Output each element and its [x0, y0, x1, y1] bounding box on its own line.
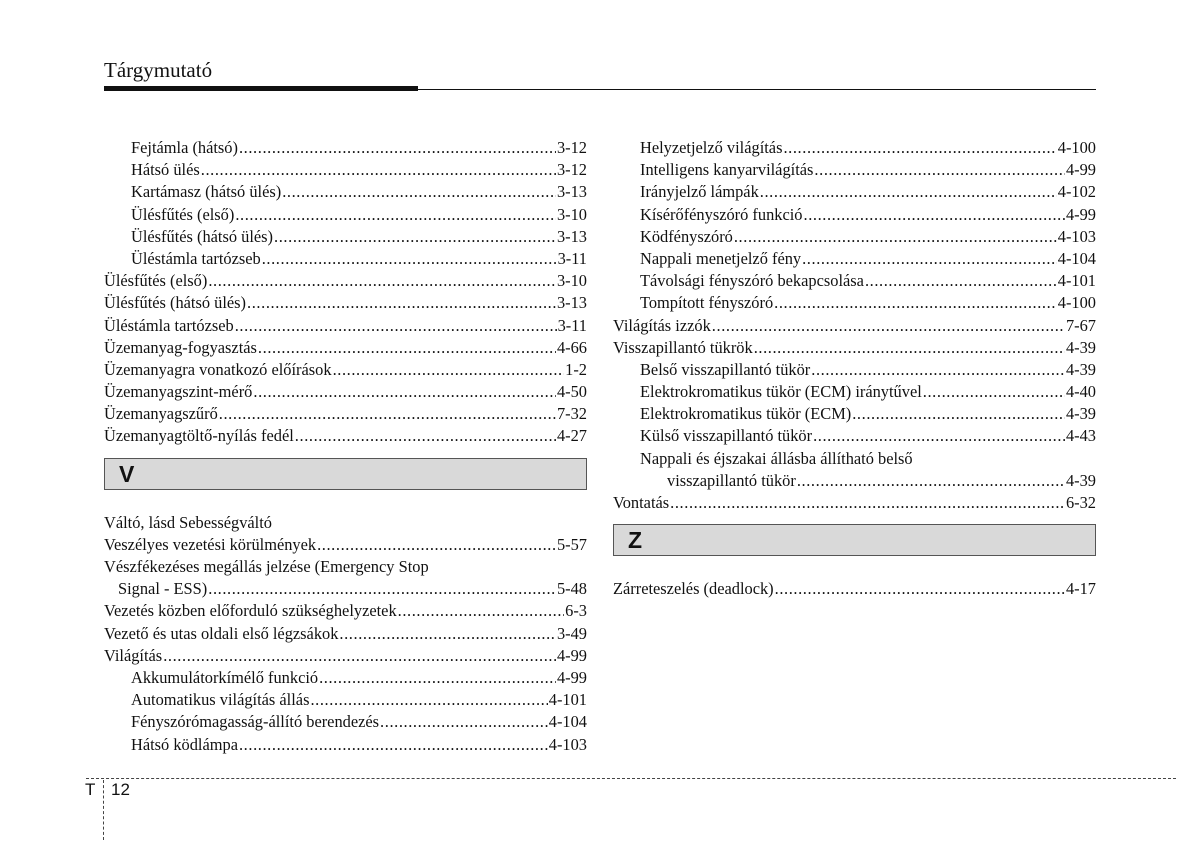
index-entry: Elektrokromatikus tükör (ECM) iránytűvel ..... 4-40 [613, 381, 1096, 403]
index-entry: Vontatás ..... 6-32 [613, 492, 1096, 514]
index-entry: Világítás ..... 4-99 [104, 645, 587, 667]
index-entry: Visszapillantó tükrök ..... 4-39 [613, 337, 1096, 359]
index-entry: Veszélyes vezetési körülmények ..... 5-57 [104, 534, 587, 556]
index-entry: Üzemanyagszint-mérő ..... 4-50 [104, 381, 587, 403]
index-entry: Kartámasz (hátsó ülés) ..... 3-13 [104, 181, 587, 203]
index-entry: Intelligens kanyarvilágítás ..... 4-99 [613, 159, 1096, 181]
section-header-z [613, 524, 1096, 556]
index-entry: Hátsó ködlámpa ..... 4-103 [104, 734, 587, 756]
left-column [104, 137, 587, 756]
index-entry: Hátsó ülés ..... 3-12 [104, 159, 587, 181]
index-entry: Fejtámla (hátsó) ..... 3-12 [104, 137, 587, 159]
index-entry: Vezetés közben előforduló szükséghelyzetek ..... 6-3 [104, 600, 587, 622]
index-entry: Zárreteszelés (deadlock) ..... 4-17 [613, 578, 1096, 600]
section-letter: Z [628, 527, 643, 554]
index-entry: Belső visszapillantó tükör ..... 4-39 [613, 359, 1096, 381]
footer-page-number: 12 [111, 780, 130, 799]
index-entry: Signal - ESS) ..... 5-48 [104, 578, 587, 600]
index-entry: Üzemanyag-fogyasztás ..... 4-66 [104, 337, 587, 359]
header-thick-rule [104, 86, 418, 91]
index-entry: Helyzetjelző világítás ..... 4-100 [613, 137, 1096, 159]
index-entry: Vészfékezéses megállás jelzése (Emergency Stop [104, 557, 429, 576]
index-entry: Nappali és éjszakai állásba állítható belső [640, 448, 913, 468]
right-column [613, 137, 1096, 600]
index-entry: Váltó, lásd Sebességváltó [104, 512, 272, 532]
index-entry: Üléstámla tartózseb ..... 3-11 [104, 315, 587, 337]
index-entry: Fényszórómagasság-állító berendezés ..... 4-104 [104, 711, 587, 733]
header-thin-rule [418, 89, 1096, 90]
index-entry: Automatikus világítás állás ..... 4-101 [104, 689, 587, 711]
index-entry: visszapillantó tükör ..... 4-39 [613, 470, 1096, 492]
index-entry: Világítás izzók ..... 7-67 [613, 315, 1096, 337]
section-header-v [104, 458, 587, 490]
index-entry: Ülésfűtés (hátsó ülés) ..... 3-13 [104, 226, 587, 248]
index-entry: Távolsági fényszóró bekapcsolása ..... 4-101 [613, 270, 1096, 292]
index-entry: Üzemanyagtöltő-nyílás fedél ..... 4-27 [104, 425, 587, 447]
index-entry: Ülésfűtés (első) ..... 3-10 [104, 204, 587, 226]
index-entry: Tompított fényszóró ..... 4-100 [613, 292, 1096, 314]
index-entry: Ülésfűtés (első) ..... 3-10 [104, 270, 587, 292]
index-entry: Külső visszapillantó tükör ..... 4-43 [613, 425, 1096, 447]
index-entry: Üzemanyagszűrő ..... 7-32 [104, 403, 587, 425]
section-letter: V [119, 460, 135, 487]
index-entry: Vezető és utas oldali első légzsákok ..... 3-49 [104, 623, 587, 645]
index-entry: Kísérőfényszóró funkció ..... 4-99 [613, 204, 1096, 226]
index-entry: Üléstámla tartózseb ..... 3-11 [104, 248, 587, 270]
page-title: Tárgymutató [104, 58, 213, 82]
footer-vertical-dashed-rule [103, 780, 104, 840]
index-entry: Ködfényszóró ..... 4-103 [613, 226, 1096, 248]
index-entry: Nappali menetjelző fény ..... 4-104 [613, 248, 1096, 270]
index-entry: Üzemanyagra vonatkozó előírások ..... 1-2 [104, 359, 587, 381]
footer-dashed-rule [86, 778, 1176, 779]
index-entry: Akkumulátorkímélő funkció ..... 4-99 [104, 667, 587, 689]
index-entry: Elektrokromatikus tükör (ECM) ..... 4-39 [613, 403, 1096, 425]
footer-section-letter: T [85, 780, 96, 799]
index-entry: Ülésfűtés (hátsó ülés) ..... 3-13 [104, 292, 587, 314]
index-entry: Irányjelző lámpák ..... 4-102 [613, 181, 1096, 203]
